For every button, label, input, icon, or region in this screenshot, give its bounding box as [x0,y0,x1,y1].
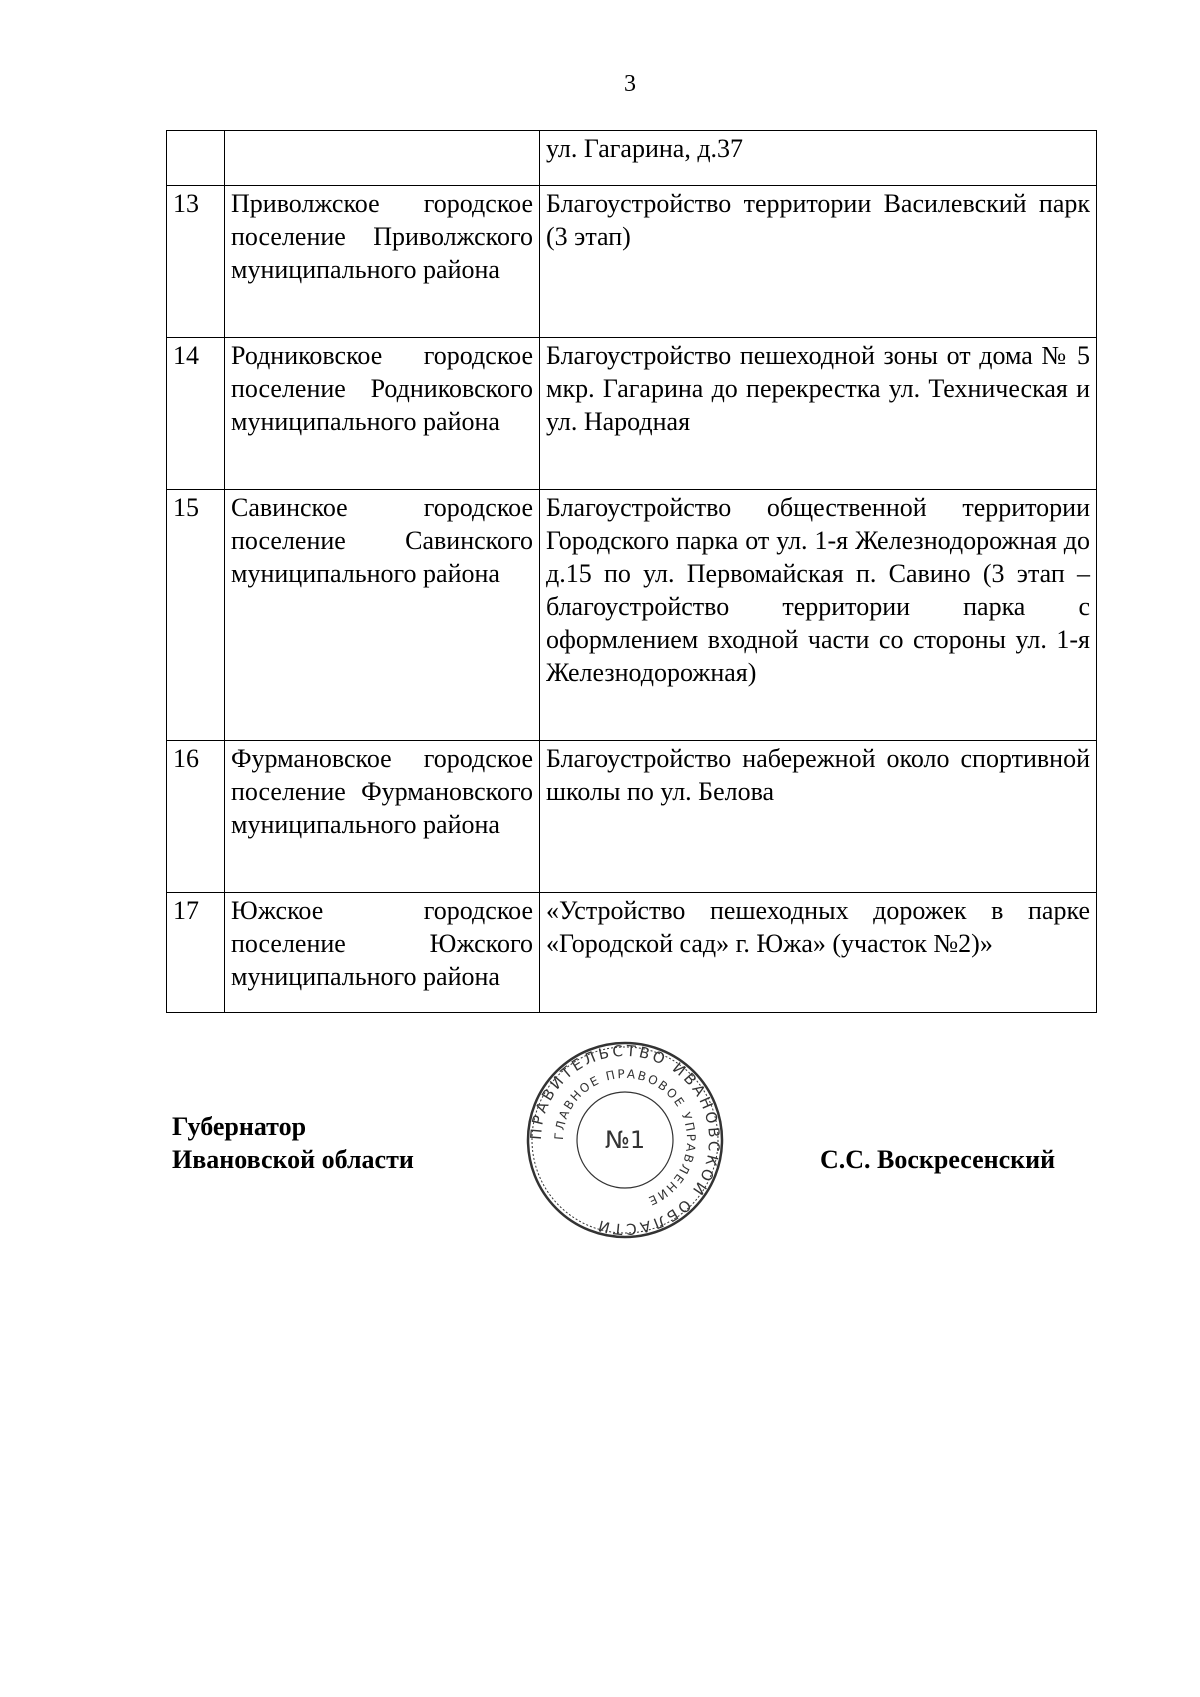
row-number: 13 [167,186,225,338]
row-number: 15 [167,490,225,741]
object-cell: ул. Гагарина, д.37 [540,131,1097,186]
object-cell: Благоустройство пешеходной зоны от дома № 5 мкр. Гагарина до перекрестка ул. Техническая и ул. Народная [540,338,1097,490]
table-row [167,131,1097,186]
table-row [167,741,1097,893]
municipality-cell: Приволжское городское поселение Приволжского муниципального района [225,186,540,338]
municipality-cell: Савинское городское поселение Савинского муниципального района [225,490,540,741]
stamp-outer-text: ПРАВИТЕЛЬСТВО ИВАНОВСКОЙ ОБЛАСТИ [526,1041,724,1239]
page-number: 3 [624,71,636,97]
row-number [167,131,225,186]
row-number: 17 [167,893,225,1013]
row-number: 14 [167,338,225,490]
official-stamp [525,1040,725,1240]
stamp-inner-text: ГЛАВНОЕ ПРАВОВОЕ УПРАВЛЕНИЕ [551,1066,699,1209]
projects-table [166,130,1097,1013]
object-cell: Благоустройство набережной около спортивной школы по ул. Белова [540,741,1097,893]
municipality-cell [225,131,540,186]
table-row [167,338,1097,490]
object-cell: «Устройство пешеходных дорожек в парке «Городской сад» г. Южа» (участок №2)» [540,893,1097,1013]
municipality-cell: Южское городское поселение Южского муниципального района [225,893,540,1013]
table-row [167,893,1097,1013]
governor-name: С.С. Воскресенский [820,1145,1056,1174]
table-row [167,490,1097,741]
table-row [167,186,1097,338]
object-cell: Благоустройство территории Василевский парк (3 этап) [540,186,1097,338]
row-number: 16 [167,741,225,893]
municipality-cell: Родниковское городское поселение Родниковского муниципального района [225,338,540,490]
municipality-cell: Фурмановское городское поселение Фурмановского муниципального района [225,741,540,893]
stamp-center-text: №1 [604,1126,646,1154]
governor-title-line2: Ивановской области [172,1145,414,1174]
object-cell: Благоустройство общественной территории Городского парка от ул. 1-я Железнодорожная до д.15 по ул. Первомайская п. Савино (3 этап – благоустройство территории парка с оформлением входной части со стороны ул. 1-я Железнодорожная) [540,490,1097,741]
governor-title [172,1110,414,1176]
governor-title-line1: Губернатор [172,1112,307,1141]
